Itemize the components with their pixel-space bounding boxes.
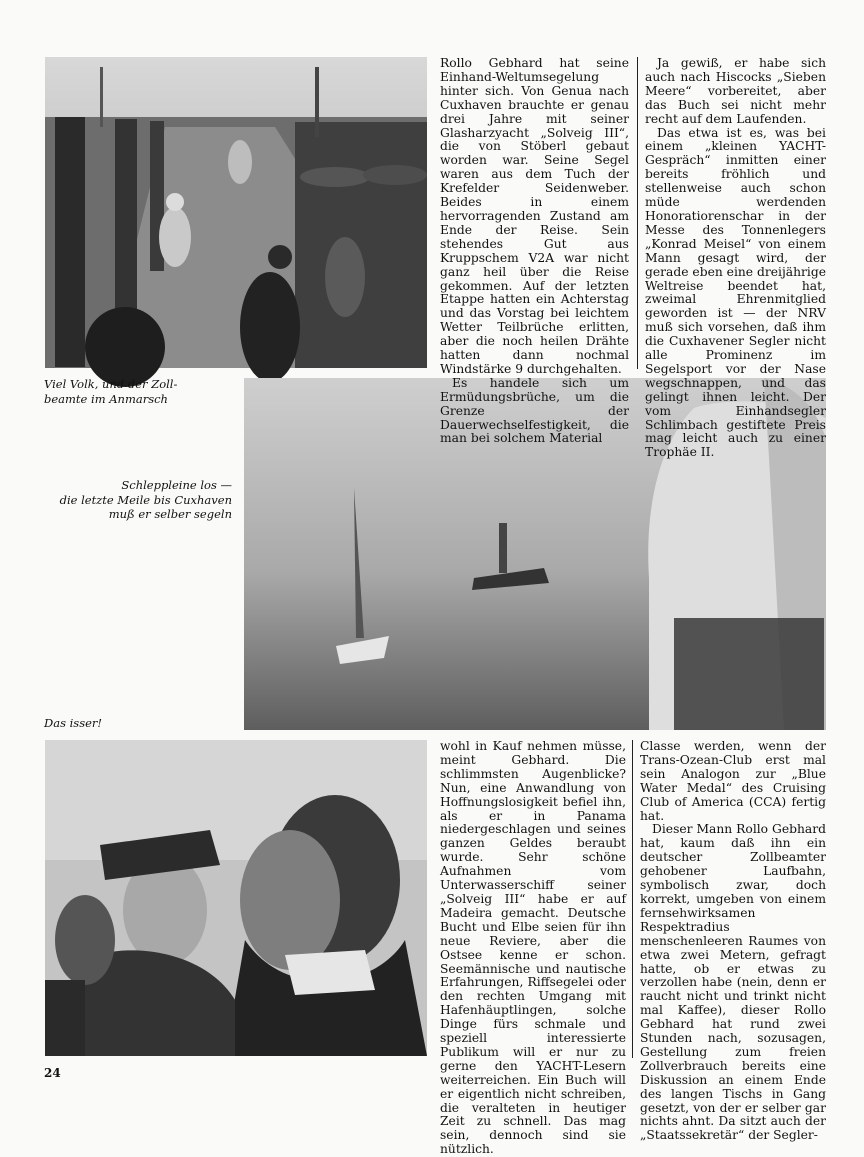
- caption-sea: Schleppleine los — die letzte Meile bis Cuxhaven muß er selber segeln: [59, 478, 232, 521]
- column-rule-top: [637, 57, 638, 369]
- text-column-top-left: [440, 56, 629, 446]
- text-column-top-right: [645, 56, 826, 460]
- page-number: 24: [44, 1066, 61, 1080]
- column-rule-bottom: [632, 740, 633, 1058]
- paragraph: Dieser Mann Rollo Gebhard hat, kaum daß ihn ein deutscher Zollbeamter gehobener Laufbahn, symbolisch zwar, doch korrekt, umgeben von einem fernsehwirksamen Respektradius menschenleeren Raumes von etwa zwei Metern, gefragt hatte, ob er etwas zu verzollen habe (nein, denn er raucht nicht und trinkt nicht mal Kaffee), dieser Rollo Gebhard hat rund zwei Stunden nach, sozusagen, Gestellung zum freien Zollverbrauch bereits eine Diskussion an einem Ende des langen Tischs in Gang gesetzt, von der er selber gar nichts ahnt. Da sitzt auch der „Staatssekretär“ der Segler-: [640, 822, 826, 1143]
- paragraph: Es handele sich um Ermüdungsbrüche, um die Grenze der Dauerwechselfestigkeit, die man bei solchem Material: [440, 375, 629, 446]
- photo-harbor-crowd: [45, 57, 427, 368]
- paragraph: Classe werden, wenn der Trans-Ozean-Club erst mal sein Analogon zur „Blue Water Medal“ des Cruising Club of America (CCA) fertig hat.: [640, 739, 826, 823]
- text-column-bottom-left: [440, 739, 626, 1157]
- harbor-photo-graphic: [45, 57, 427, 368]
- caption-portrait: Das isser!: [44, 716, 103, 730]
- photo-portrait: [45, 740, 427, 1056]
- paragraph: Rollo Gebhard hat seine Einhand-Weltumsegelung hinter sich. Von Genua nach Cuxhaven brauchte er genau drei Jahre mit seiner Glasharzyacht „Solveig III“, die von Stöberl gebaut worden war. Seine Segel waren aus dem Tuch der Krefelder Seidenweber. Beides in einem hervorragenden Zustand am Ende der Reise. Sein stehendes Gut aus Kruppschem V2A war nicht ganz heil über die Reise gekommen. Auf der letzten Etappe hatten ein Achterstag und das Vorstag bei leichtem Wetter Teilbrüche erlitten, aber die noch heilen Drähte hatten dann nochmal Windstärke 9 durchgehalten.: [440, 56, 629, 376]
- caption-harbor: Viel Volk, und der Zoll- beamte im Anmarsch: [44, 377, 178, 406]
- paragraph: Ja gewiß, er habe sich auch nach Hiscocks „Sieben Meere“ vorbereitet, aber das Buch sei nicht mehr recht auf dem Laufenden.: [645, 56, 826, 126]
- text-column-bottom-right: [640, 739, 826, 1143]
- paragraph: wohl in Kauf nehmen müsse, meint Gebhard. Die schlimmsten Augenblicke? Nun, eine Anwandlung von Hoffnungslosigkeit befiel ihn, als er in Panama niedergeschlagen und seines ganzen Geldes beraubt wurde. Sehr schöne Aufnahmen vom Unterwasserschiff seiner „Solveig III“ habe er auf Madeira gemacht. Deutsche Bucht und Elbe seien für ihn neue Reviere, aber die Ostsee kenne er schon. Seemännische und nautische Erfahrungen, Riffsegelei oder den rechten Umgang mit Hafenhäuptlingen, solche Dinge fürs schmale und speziell interessierte Publikum will er nur zu gerne den YACHT-Lesern weiterreichen. Ein Buch will er eigentlich nicht schreiben, die veralteten in heutiger Zeit zu schnell. Das mag sein, dennoch sind sie nützlich.: [440, 739, 626, 1157]
- portrait-photo-graphic: [45, 740, 427, 1056]
- paragraph: Das etwa ist es, was bei einem „kleinen YACHT-Gespräch“ inmitten einer bereits fröhlich und stellenweise auch schon müde werdenden Honoratiorenschar in der Messe des Tonnenlegers „Konrad Meisel“ von einem Mann gesagt wird, der gerade eben eine dreijährige Weltreise beendet hat, zweimal Ehrenmitglied geworden ist — der NRV muß sich vorsehen, daß ihm die Cuxhavener Segler nicht alle Prominenz im Segelsport vor der Nase wegschnappen, und das gelingt ihnen leicht. Der vom Einhandsegler Schlimbach gestiftete Preis mag leicht auch zu einer Trophäe II.: [645, 125, 826, 460]
